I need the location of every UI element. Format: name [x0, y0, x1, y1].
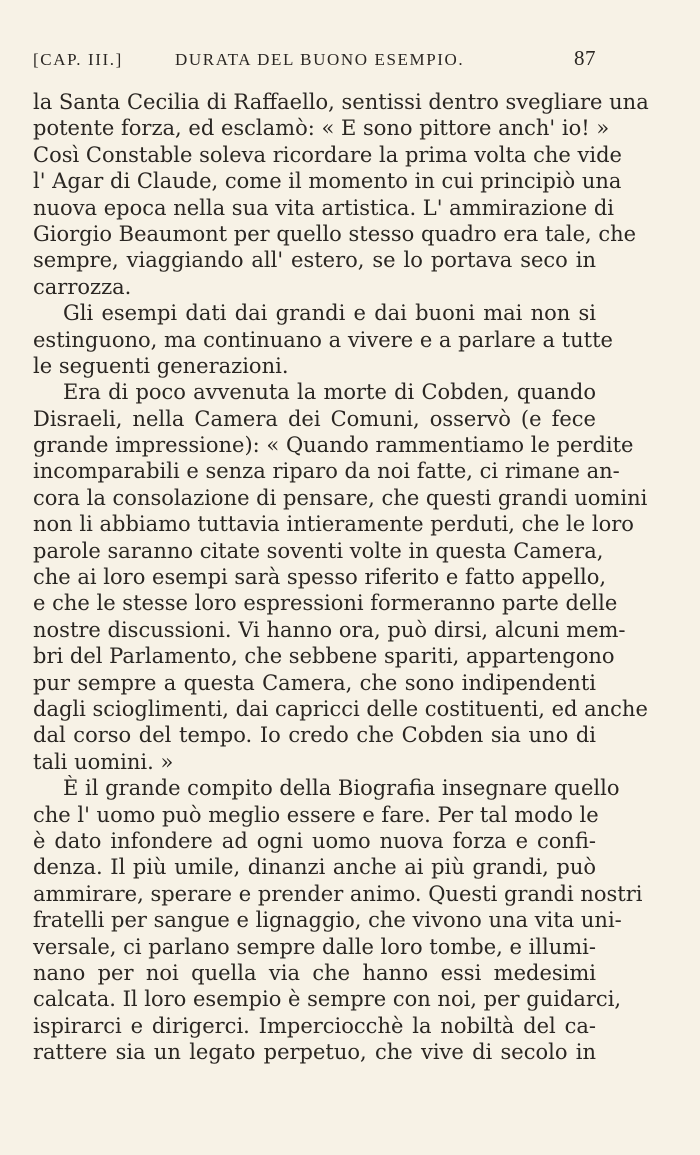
running-title: DURATA DEL BUONO ESEMPIO.: [175, 50, 465, 69]
text-line: rattere sia un legato perpetuo, che vive di secolo in: [33, 1040, 596, 1065]
page-number: 87: [574, 46, 596, 70]
text-line: è dato infondere ad ogni uomo nuova forza e confi-: [33, 828, 596, 853]
text-line: e che le stesse loro espressioni formeranno parte delle: [33, 591, 618, 616]
text-line: nostre discussioni. Vi hanno ora, può dirsi, alcuni mem-: [33, 617, 626, 642]
text-line: che ai loro esempi sarà spesso riferito e fatto appello,: [33, 565, 607, 590]
text-line: cora la consolazione di pensare, che questi grandi uomini: [33, 485, 648, 510]
text-line: calcata. Il loro esempio è sempre con noi, per guidarci,: [33, 987, 622, 1012]
text-line: carrozza.: [33, 274, 132, 299]
text-line: pur sempre a questa Camera, che sono indipendenti: [33, 670, 596, 695]
text-line: tali uomini. »: [33, 749, 174, 774]
text-line: nuova epoca nella sua vita artistica. L' ammirazione di: [33, 195, 615, 220]
text-line: la Santa Cecilia di Raffaello, sentissi dentro svegliare una: [33, 90, 649, 114]
text-line: le seguenti generazioni.: [33, 353, 289, 378]
text-line: Gli esempi dati dai grandi e dai buoni mai non si: [63, 301, 596, 326]
text-line: fratelli per sangue e lignaggio, che vivono una vita uni-: [33, 908, 622, 933]
running-header: [33, 46, 596, 76]
text-line: sempre, viaggiando all' estero, se lo portava seco in: [33, 248, 596, 273]
text-line: È il grande compito della Biografia insegnare quello: [63, 776, 620, 801]
text-line: l' Agar di Claude, come il momento in cui principiò una: [33, 169, 622, 194]
text-line: denza. Il più umile, dinanzi anche ai più grandi, può: [33, 855, 596, 880]
text-line: parole saranno citate soventi volte in questa Camera,: [33, 538, 604, 563]
text-line: nano per noi quella via che hanno essi medesimi: [33, 960, 596, 985]
text-line: grande impressione): « Quando rammentiamo le perdite: [33, 433, 634, 458]
text-line: Giorgio Beaumont per quello stesso quadro era tale, che: [33, 221, 637, 246]
text-line: Era di poco avvenuta la morte di Cobden, quando: [63, 380, 596, 405]
text-line: dal corso del tempo. Io credo che Cobden sia uno di: [33, 723, 596, 748]
text-line: versale, ci parlano sempre dalle loro tombe, e illumi-: [33, 934, 596, 959]
text-line: incomparabili e senza riparo da noi fatte, ci rimane an-: [33, 459, 620, 484]
book-page: [33, 46, 649, 1065]
body-text: [33, 89, 649, 1065]
text-line: che l' uomo può meglio essere e fare. Per tal modo le: [33, 802, 599, 827]
text-line: ispirarci e dirigerci. Imperciocchè la nobiltà del ca-: [33, 1013, 596, 1038]
text-line: estinguono, ma continuano a vivere e a parlare a tutte: [33, 327, 613, 352]
text-line: ammirare, sperare e prender animo. Questi grandi nostri: [33, 881, 643, 906]
text-line: bri del Parlamento, che sebbene spariti, appartengono: [33, 644, 615, 669]
text-line: Così Constable soleva ricordare la prima volta che vide: [33, 142, 622, 167]
chapter-label: [CAP. III.]: [33, 50, 123, 69]
text-line: Disraeli, nella Camera dei Comuni, osservò (e fece: [33, 406, 596, 431]
text-line: dagli scioglimenti, dai capricci delle costituenti, ed anche: [33, 696, 648, 721]
text-line: non li abbiamo tuttavia intieramente perduti, che le loro: [33, 512, 634, 537]
text-line: potente forza, ed esclamò: « E sono pittore anch' io! »: [33, 116, 610, 141]
